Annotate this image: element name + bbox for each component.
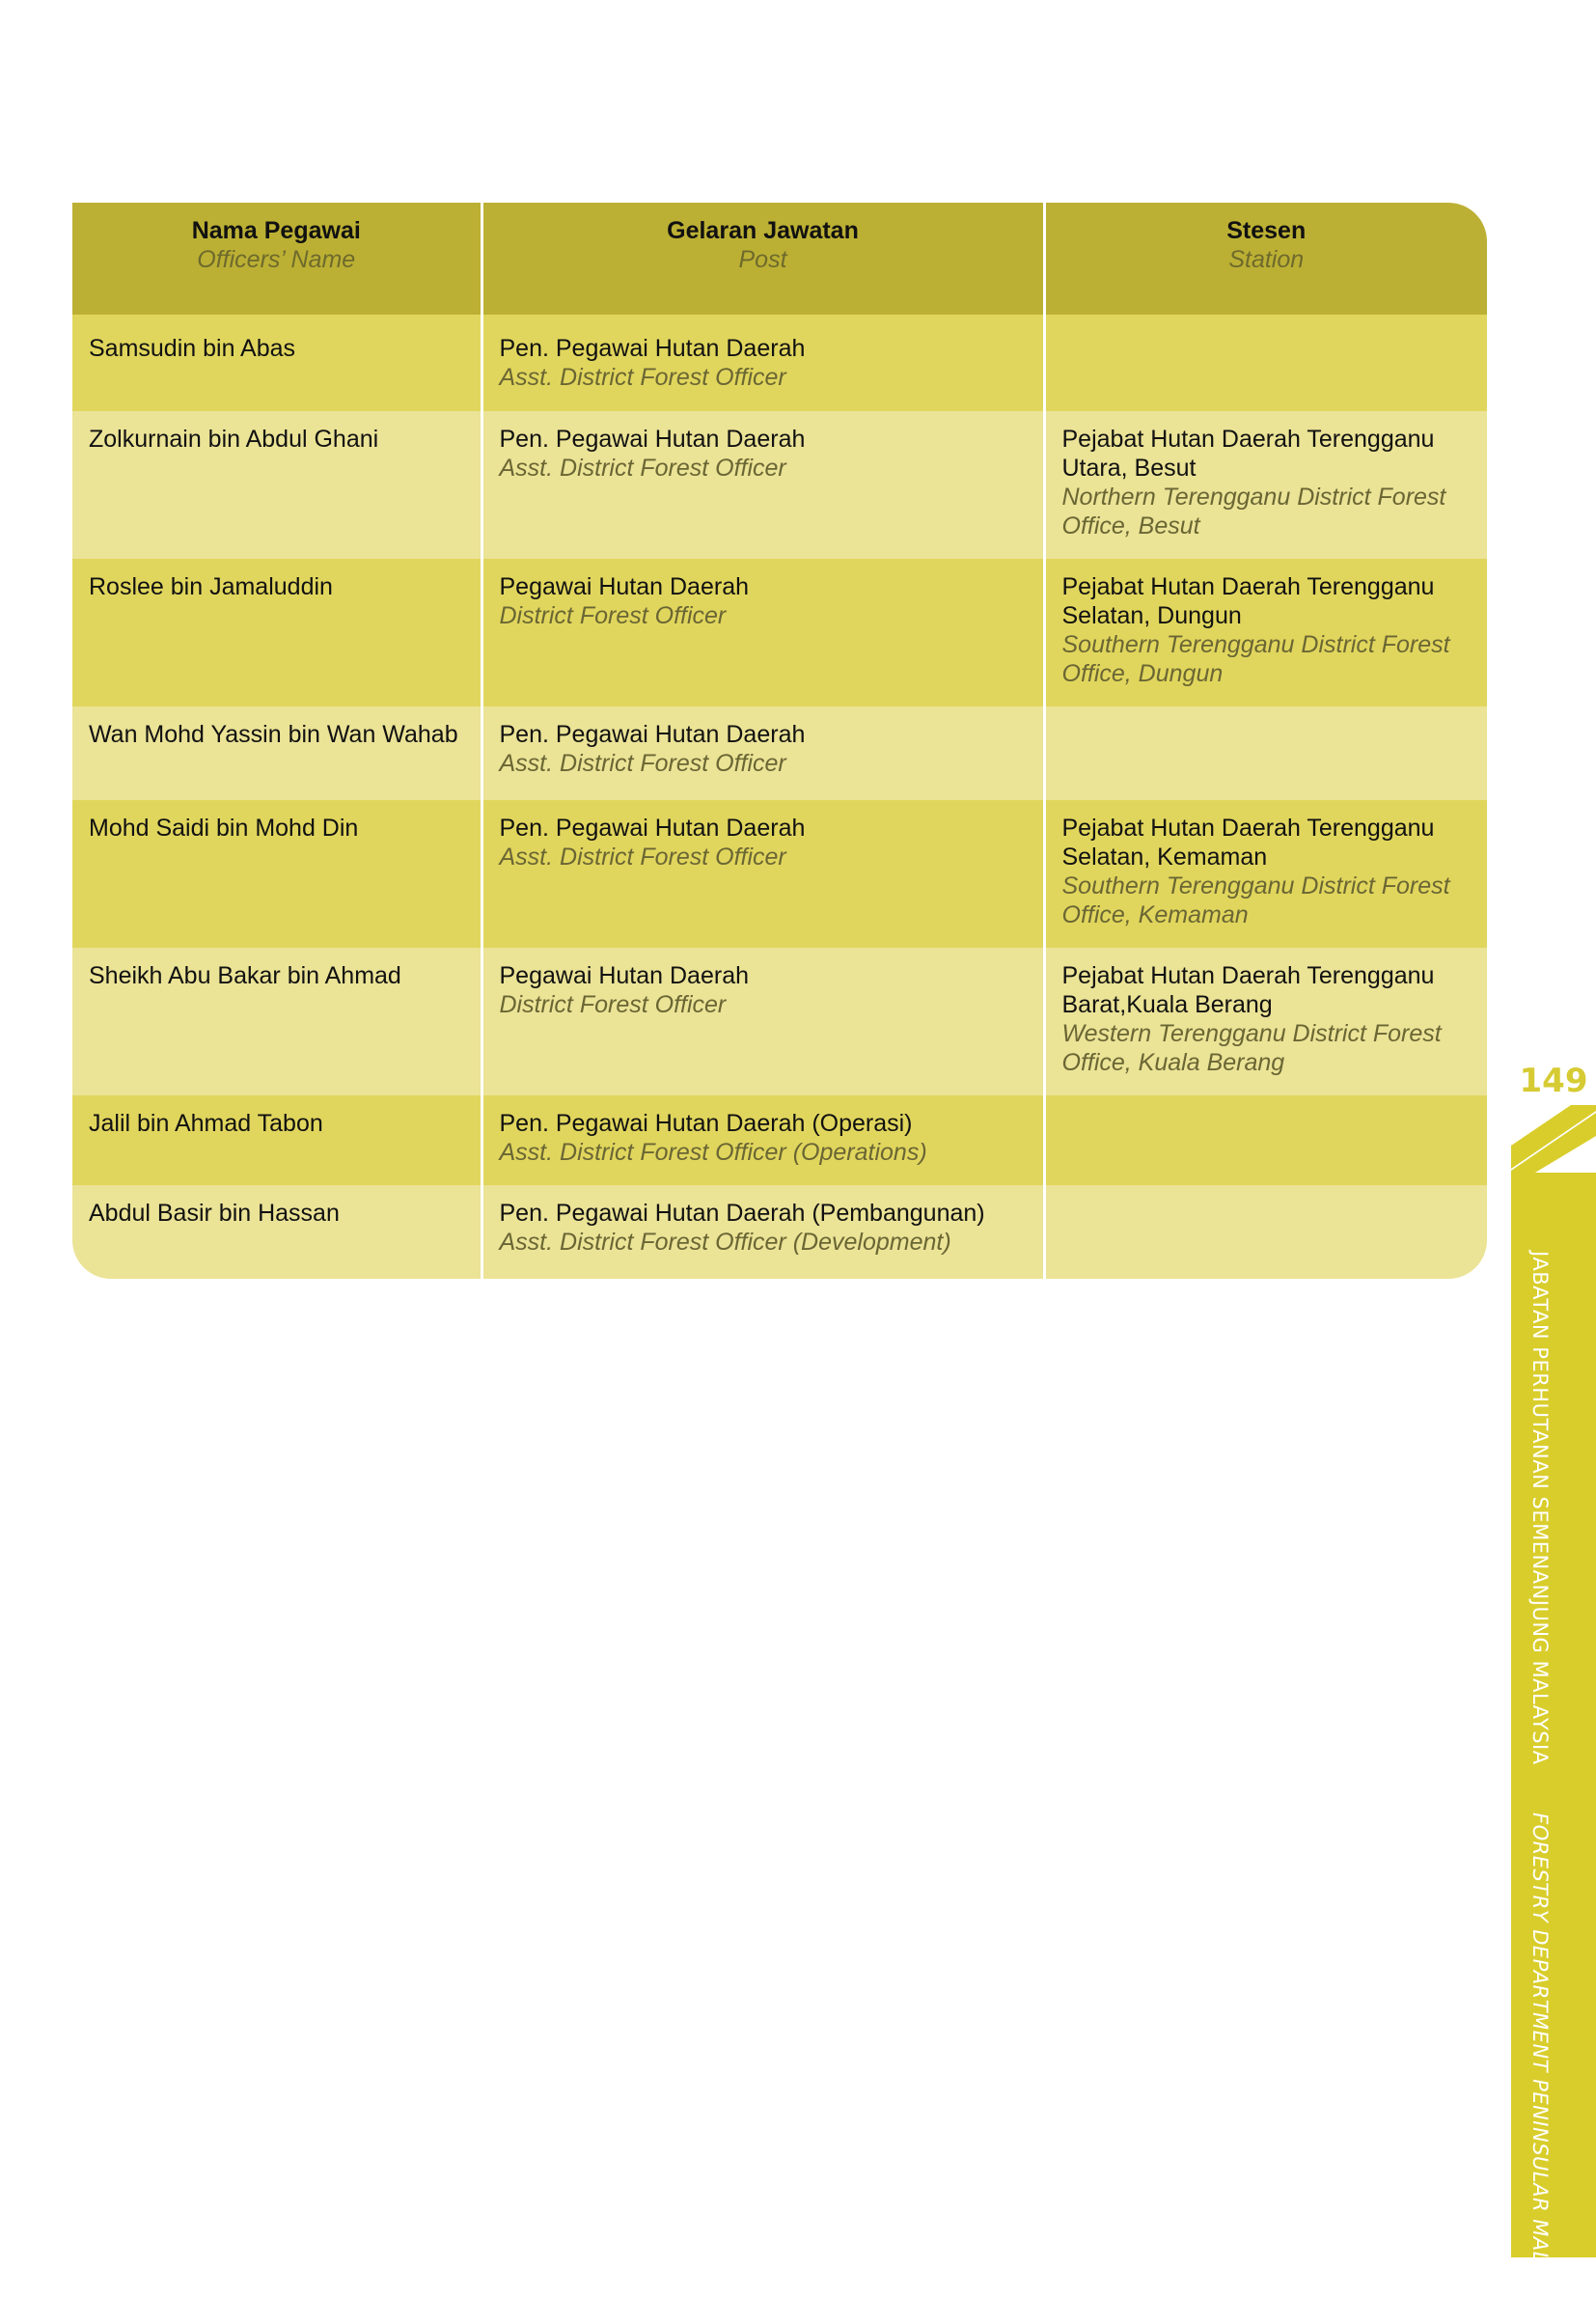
post-english: Asst. District Forest Officer (Operations) (499, 1139, 927, 1166)
station-cell (1044, 315, 1487, 411)
side-label (1528, 1251, 1552, 2324)
station-cell (1044, 411, 1487, 559)
header-station (1044, 203, 1487, 315)
post-cell (482, 559, 1044, 706)
side-band (1511, 1173, 1596, 2257)
header-subtitle: Station (1228, 246, 1305, 273)
table-row (72, 706, 1487, 800)
post-malay: Pegawai Hutan Daerah (499, 573, 749, 600)
post-cell (482, 800, 1044, 948)
post-malay: Pen. Pegawai Hutan Daerah (Operasi) (499, 1110, 913, 1137)
officer-name: Mohd Saidi bin Mohd Din (89, 815, 359, 842)
table-row (72, 948, 1487, 1095)
header-title: Nama Pegawai (191, 217, 361, 244)
officer-name-cell (72, 559, 482, 706)
header-officer-name (72, 203, 482, 315)
post-english: Asst. District Forest Officer (499, 844, 786, 871)
header-subtitle: Officers’ Name (197, 246, 356, 273)
table-row (72, 800, 1487, 948)
station-malay: Pejabat Hutan Daerah Terengganu Barat,Kuala Berang (1061, 962, 1435, 1018)
side-label-english: FORESTRY DEPARTMENT PENINSULAR MALAYSIA (1528, 1812, 1552, 2324)
post-malay: Pen. Pegawai Hutan Daerah (499, 335, 806, 362)
header-title: Gelaran Jawatan (667, 217, 859, 244)
station-cell (1044, 559, 1487, 706)
post-cell (482, 1095, 1044, 1185)
post-english: Asst. District Forest Officer (499, 750, 786, 777)
officer-name-cell (72, 706, 482, 800)
station-cell (1044, 1095, 1487, 1185)
officer-name-cell (72, 1095, 482, 1185)
post-malay: Pen. Pegawai Hutan Daerah (Pembangunan) (499, 1200, 985, 1227)
post-cell (482, 315, 1044, 411)
header-post (482, 203, 1044, 315)
station-malay: Pejabat Hutan Daerah Terengganu Selatan, Dungun (1061, 573, 1435, 629)
post-malay: Pen. Pegawai Hutan Daerah (499, 815, 806, 842)
post-cell (482, 411, 1044, 559)
officer-name: Jalil bin Ahmad Tabon (89, 1110, 323, 1137)
post-english: District Forest Officer (499, 991, 727, 1018)
station-english: Western Terengganu District Forest Office, Kuala Berang (1061, 1020, 1442, 1076)
post-malay: Pen. Pegawai Hutan Daerah (499, 426, 806, 453)
officer-name: Sheikh Abu Bakar bin Ahmad (89, 962, 401, 989)
header-title: Stesen (1226, 217, 1307, 244)
post-english: District Forest Officer (499, 602, 727, 629)
station-cell (1044, 948, 1487, 1095)
table-row (72, 411, 1487, 559)
table-row (72, 315, 1487, 411)
station-malay: Pejabat Hutan Daerah Terengganu Selatan, Kemaman (1061, 815, 1435, 871)
officer-name: Zolkurnain bin Abdul Ghani (89, 426, 379, 453)
post-cell (482, 948, 1044, 1095)
officer-name-cell (72, 948, 482, 1095)
station-malay: Pejabat Hutan Daerah Terengganu Utara, Besut (1061, 426, 1435, 482)
page-number: 149 (1519, 1062, 1588, 1100)
table-row (72, 559, 1487, 706)
post-english: Asst. District Forest Officer (499, 364, 786, 391)
table-row (72, 1095, 1487, 1185)
post-cell (482, 1185, 1044, 1279)
post-malay: Pegawai Hutan Daerah (499, 962, 749, 989)
post-cell (482, 706, 1044, 800)
officer-name: Wan Mohd Yassin bin Wan Wahab (89, 721, 458, 748)
officers-table (72, 203, 1487, 1279)
officer-name: Abdul Basir bin Hassan (89, 1200, 340, 1227)
post-english: Asst. District Forest Officer (499, 455, 786, 482)
station-cell (1044, 706, 1487, 800)
officer-name-cell (72, 315, 482, 411)
officer-name-cell (72, 800, 482, 948)
officer-name: Samsudin bin Abas (89, 335, 296, 362)
post-english: Asst. District Forest Officer (Development) (499, 1229, 951, 1256)
officer-name-cell (72, 1185, 482, 1279)
officer-name-cell (72, 411, 482, 559)
station-cell (1044, 800, 1487, 948)
station-english: Southern Terengganu District Forest Office, Dungun (1061, 631, 1450, 687)
station-cell (1044, 1185, 1487, 1279)
station-english: Southern Terengganu District Forest Office, Kemaman (1061, 872, 1450, 928)
post-malay: Pen. Pegawai Hutan Daerah (499, 721, 806, 748)
header-subtitle: Post (738, 246, 787, 273)
officer-name: Roslee bin Jamaluddin (89, 573, 333, 600)
station-english: Northern Terengganu District Forest Office, Besut (1061, 484, 1446, 540)
side-label-malay: JABATAN PERHUTANAN SEMENANJUNG MALAYSIA (1528, 1251, 1552, 1765)
table-header-row (72, 203, 1487, 315)
table-row (72, 1185, 1487, 1279)
